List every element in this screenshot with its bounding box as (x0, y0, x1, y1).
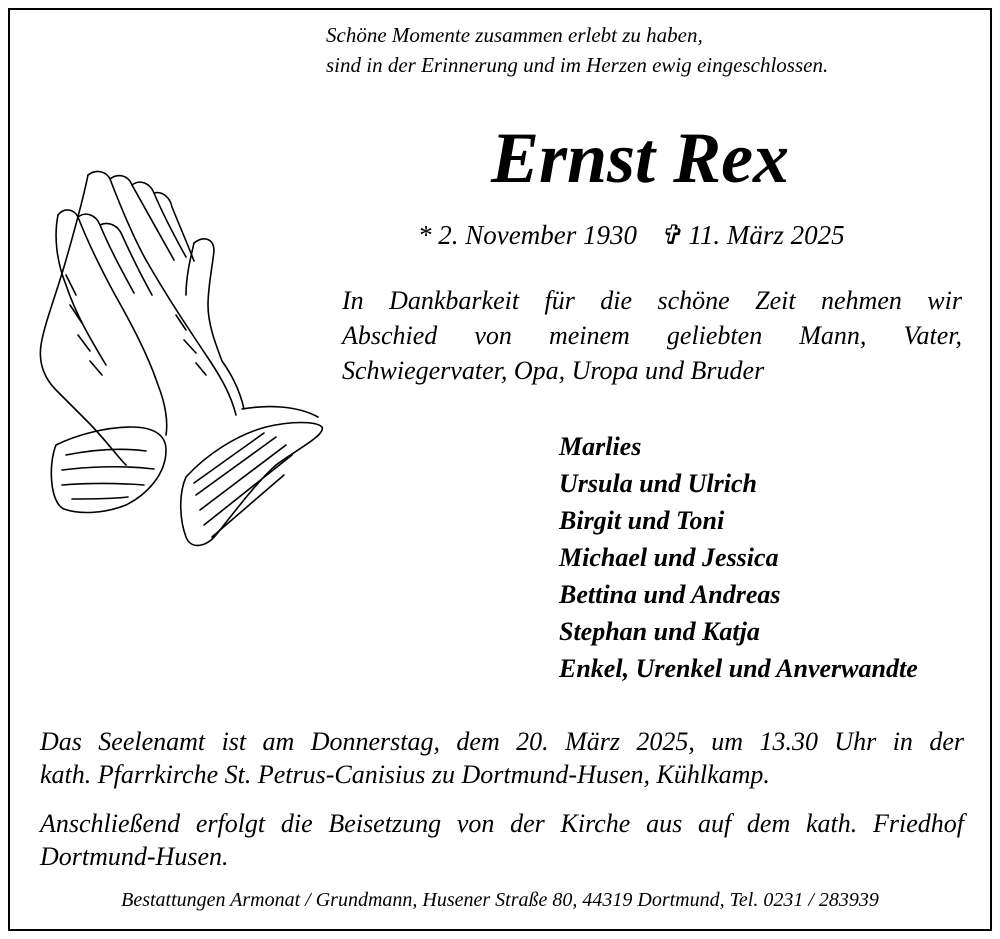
service-info (40, 725, 964, 791)
mourner: Marlies (559, 432, 642, 461)
motto-line-1: Schöne Momente zusammen erlebt zu haben, (326, 23, 703, 47)
praying-hands-icon (36, 165, 326, 560)
service-line-2: kath. Pfarrkirche St. Petrus-Canisius zu Dortmund-Husen, Kühlkamp. (40, 760, 770, 789)
burial-line-2: Dortmund-Husen. (40, 842, 229, 871)
funeral-home-footer: Bestattungen Armonat / Grundmann, Husener Straße 80, 44319 Dortmund, Tel. 0231 / 283939 (121, 889, 879, 911)
mourner: Bettina und Andreas (559, 580, 781, 609)
birth-date: * 2. November 1930 (418, 220, 637, 250)
mourners-list (559, 428, 918, 687)
burial-info (40, 807, 964, 873)
intro-line-1: In Dankbarkeit für die schöne Zeit nehmen wir (342, 286, 962, 315)
deceased-name: Ernst Rex (490, 118, 790, 198)
intro-line-3: Schwiegervater, Opa, Uropa und Bruder (342, 356, 765, 385)
mourner: Stephan und Katja (559, 617, 760, 646)
death-date: ✞ 11. März 2025 (658, 220, 845, 250)
service-line-1: Das Seelenamt ist am Donnerstag, dem 20. März 2025, um 13.30 Uhr in der (40, 727, 964, 756)
life-dates (418, 218, 845, 252)
motto (326, 20, 828, 80)
mourner: Birgit und Toni (559, 506, 725, 535)
mourner: Ursula und Ulrich (559, 469, 757, 498)
mourner: Michael und Jessica (559, 543, 779, 572)
intro-text (342, 283, 962, 388)
burial-line-1: Anschließend erfolgt die Beisetzung von der Kirche aus auf dem kath. Friedhof (40, 809, 964, 838)
mourner: Enkel, Urenkel und Anverwandte (559, 654, 918, 683)
motto-line-2: sind in der Erinnerung und im Herzen ewig eingeschlossen. (326, 53, 829, 77)
intro-line-2: Abschied von meinem geliebten Mann, Vater, (342, 321, 962, 350)
